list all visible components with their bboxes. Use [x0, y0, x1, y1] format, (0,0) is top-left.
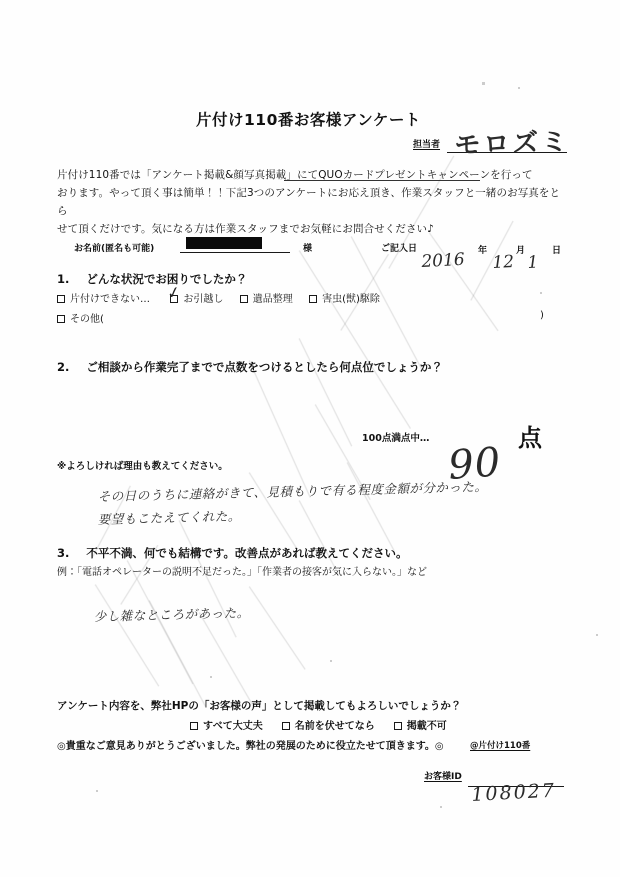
- reason-handwritten-line-2: 要望もこたえてくれた。: [97, 508, 241, 528]
- reason-prompt: ※よろしければ理由も教えてください。: [57, 461, 228, 472]
- scan-crease: [428, 232, 498, 331]
- name-label: お名前(匿名も可能): [74, 244, 155, 254]
- customer-id-label: お客様ID: [424, 772, 462, 782]
- scan-speck: [96, 790, 98, 792]
- name-redaction-bar: [186, 237, 262, 249]
- option-label-pest-control: 害虫(獣)駆除: [322, 294, 380, 305]
- scan-crease: [94, 584, 159, 687]
- option-label-moving: お引越し: [183, 294, 224, 305]
- campaign-emphasis-underline: [284, 180, 480, 181]
- honorific: 様: [303, 244, 313, 254]
- name-rule: [180, 252, 290, 253]
- question-3-example: 例：「電話オペレーターの説明不足だった。」「作業者の接客が気に入らない。」など: [57, 567, 427, 578]
- page-title: 片付け110番お客様アンケート: [196, 111, 421, 129]
- year-unit: 年: [478, 246, 488, 256]
- checkbox-other[interactable]: [57, 315, 65, 323]
- score-unit: 点: [518, 424, 542, 452]
- question-2-text: ご相談から作業完了までで点数をつけるとしたら何点位でしょうか？: [86, 360, 443, 374]
- checkbox-anonymous[interactable]: [282, 722, 290, 730]
- score-handwritten: 90: [446, 439, 503, 489]
- consent-options-row: [190, 717, 447, 732]
- day-unit: 日: [552, 246, 562, 256]
- question-2-heading: [57, 359, 443, 375]
- scan-speck: [330, 660, 332, 662]
- date-month-handwritten: 12: [491, 251, 515, 273]
- consent-label-publish-all: すべて大丈夫: [203, 721, 263, 732]
- question-3-answer-handwritten: 少し雑なところがあった。: [93, 604, 250, 625]
- question-1-number: 1.: [57, 272, 70, 286]
- company-signature: @片付け110番: [470, 741, 531, 751]
- question-1-options-row: [57, 290, 380, 305]
- intro-line-3-text: せて頂くだけです。気になる方は作業スタッフまでお気軽にお問合せください♪: [57, 223, 434, 235]
- checkbox-estate-cleanup[interactable]: [240, 295, 248, 303]
- intro-line-1-text: 片付け110番では「アンケート掲載&顔写真掲載」にてQUOカードプレゼントキャンペーンを行って: [57, 169, 533, 181]
- question-1-text: どんな状況でお困りでしたか？: [86, 272, 248, 286]
- checkbox-publish-all[interactable]: [190, 722, 198, 730]
- question-1-other-row: [57, 310, 104, 325]
- checkbox-moving[interactable]: [170, 295, 178, 303]
- month-unit: 月: [516, 246, 526, 256]
- staff-name-handwritten: モロズミ: [453, 126, 571, 162]
- scan-crease: [346, 462, 395, 551]
- intro-line-3: [57, 220, 567, 238]
- scan-speck: [518, 87, 520, 89]
- consent-question: アンケート内容を、弊社HPの「お客様の声」として掲載してもよろしいでしょうか？: [57, 700, 462, 712]
- question-1-other-close: ): [540, 310, 544, 321]
- scan-speck: [596, 634, 598, 636]
- option-label-cannot-tidy: 片付けできない…: [70, 294, 150, 305]
- thanks-message: ◎貴重なご意見ありがとうございました。弊社の発展のために役立たせて頂きます。◎: [57, 741, 444, 752]
- question-1-heading: [57, 271, 247, 287]
- scan-speck: [440, 806, 442, 808]
- checkbox-cannot-tidy[interactable]: [57, 295, 65, 303]
- scan-speck: [482, 82, 485, 85]
- intro-paragraph: [57, 166, 567, 238]
- staff-label: 担当者: [413, 140, 441, 150]
- scan-speck: [540, 292, 542, 294]
- checkmark-moving: ✓: [165, 281, 183, 304]
- date-day-handwritten: 1: [526, 252, 539, 273]
- question-3-number: 3.: [57, 546, 70, 560]
- option-label-other: その他(: [70, 314, 104, 325]
- question-2-number: 2.: [57, 360, 70, 374]
- intro-line-1: [57, 166, 567, 184]
- scan-crease: [298, 250, 411, 429]
- question-3-text: 不平不満、何でも結構です。改善点があれば教えてください。: [86, 546, 408, 560]
- intro-line-2-text: おります。やって頂く事は簡単！！下記3つのアンケートにお応え頂き、作業スタッフと一緒のお写真をとら: [57, 187, 561, 217]
- intro-line-2: [57, 184, 567, 220]
- scan-crease: [248, 586, 306, 670]
- scan-crease: [198, 612, 255, 708]
- scan-crease: [298, 338, 352, 447]
- consent-label-no-publish: 掲載不可: [406, 721, 447, 732]
- option-label-estate-cleanup: 遺品整理: [252, 294, 293, 305]
- consent-label-anonymous: 名前を伏せてなら: [294, 721, 375, 732]
- checkbox-pest-control[interactable]: [309, 295, 317, 303]
- question-3-heading: [57, 545, 407, 561]
- checkbox-no-publish[interactable]: [394, 722, 402, 730]
- date-year-handwritten: 2016: [420, 249, 466, 272]
- scan-speck: [210, 676, 212, 678]
- reason-handwritten-line-1: その日のうちに連絡がきて、見積もりで有る程度金額が分かった。: [97, 478, 488, 505]
- date-label: ご記入日: [381, 244, 418, 254]
- score-prefix: 100点満点中…: [362, 433, 430, 444]
- scan-crease: [248, 360, 311, 498]
- customer-id-handwritten: 108027: [470, 779, 557, 806]
